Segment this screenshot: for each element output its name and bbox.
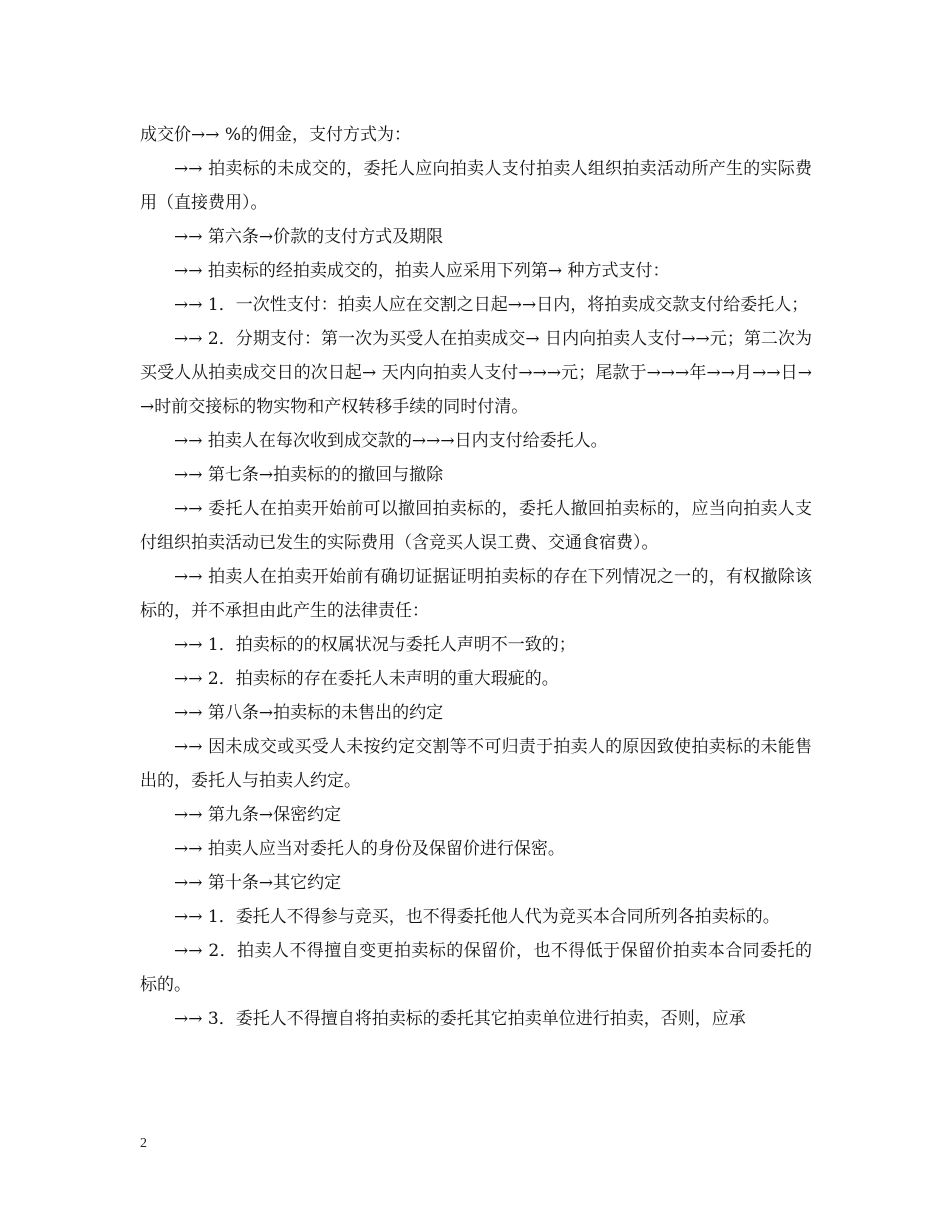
article-heading: →→ 第九条→保密约定 — [174, 805, 342, 825]
article-heading: →→ 第十条→其它约定 — [174, 873, 342, 893]
document-body — [140, 118, 812, 1036]
list-item: →→ 2．拍卖人不得擅自变更拍卖标的保留价，也不得低于保留价拍卖本合同委托的标的。 — [140, 941, 812, 995]
paragraph: →→ 拍卖人在每次收到成交款的→→→日内支付给委托人。 — [174, 431, 608, 451]
article-heading: →→ 第七条→拍卖标的的撤回与撤除 — [174, 465, 444, 485]
list-item: →→ 1．委托人不得参与竞买，也不得委托他人代为竞买本合同所列各拍卖标的。 — [174, 907, 780, 927]
paragraph: →→ 拍卖人应当对委托人的身份及保留价进行保密。 — [174, 839, 565, 859]
paragraph: →→ 拍卖标的未成交的，委托人应向拍卖人支付拍卖人组织拍卖活动所产生的实际费用（直接费用）。 — [140, 159, 812, 213]
article-heading: →→ 第八条→拍卖标的未售出的约定 — [174, 703, 444, 723]
list-item: →→ 3．委托人不得擅自将拍卖标的委托其它拍卖单位进行拍卖，否则，应承 — [174, 1009, 746, 1029]
article-heading: →→ 第六条→价款的支付方式及期限 — [174, 227, 444, 247]
list-item: →→ 2．拍卖标的存在委托人未声明的重大瑕疵的。 — [174, 669, 559, 689]
list-item: →→ 2．分期支付：第一次为买受人在拍卖成交→ 日内向拍卖人支付→→元；第二次为买受人从拍卖成交日的次日起→ 天内向拍卖人支付→→→元；尾款于→→→年→→月→→日→→时前交接标的物实物和产权转移手续的同时付清。 — [140, 329, 812, 417]
page-number: 2 — [140, 1136, 147, 1151]
list-item: →→ 1．一次性支付：拍卖人应在交割之日起→→日内，将拍卖成交款支付给委托人； — [174, 295, 809, 315]
list-item: →→ 1．拍卖标的的权属状况与委托人声明不一致的； — [174, 635, 576, 655]
paragraph: 成交价→→ %的佣金，支付方式为： — [140, 125, 412, 145]
paragraph: →→ 拍卖人在拍卖开始前有确切证据证明拍卖标的存在下列情况之一的，有权撤除该标的，并不承担由此产生的法律责任： — [140, 567, 812, 621]
paragraph: →→ 拍卖标的经拍卖成交的，拍卖人应采用下列第→ 种方式支付： — [174, 261, 670, 281]
paragraph: →→ 委托人在拍卖开始前可以撤回拍卖标的，委托人撤回拍卖标的，应当向拍卖人支付组织拍卖活动已发生的实际费用（含竞买人误工费、交通食宿费）。 — [140, 499, 812, 553]
paragraph: →→ 因未成交或买受人未按约定交割等不可归责于拍卖人的原因致使拍卖标的未能售出的，委托人与拍卖人约定。 — [140, 737, 812, 791]
